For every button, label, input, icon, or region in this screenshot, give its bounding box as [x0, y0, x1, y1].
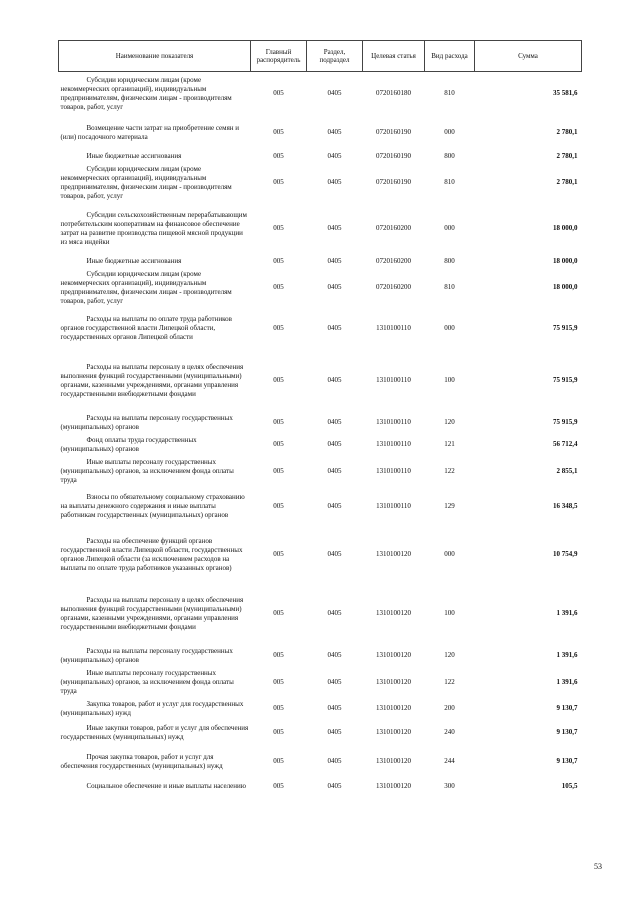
table-row — [59, 434, 582, 456]
cell-target: 1310100110 — [376, 418, 411, 426]
cell-target: 0720160200 — [376, 224, 411, 232]
table-body — [59, 72, 582, 796]
cell-name: Иные бюджетные ассигнования — [86, 151, 182, 160]
cell-section: 0405 — [327, 283, 342, 291]
cell-target: 1310100110 — [376, 440, 411, 448]
cell-admin: 005 — [273, 502, 284, 510]
cell-expense: 300 — [444, 782, 455, 790]
cell-expense: 810 — [444, 89, 455, 98]
cell-admin: 005 — [273, 609, 284, 617]
table-row — [59, 746, 582, 778]
cell-admin: 005 — [273, 256, 284, 265]
cell-name: Расходы на выплаты по оплате труда работников органов государственной власти Липецкой области, государственных органов Липецкой области — [60, 315, 232, 341]
cell-admin: 005 — [273, 677, 284, 686]
table-row — [59, 72, 582, 116]
header-expense: Вид расхода — [425, 41, 475, 72]
cell-sum: 105,5 — [561, 782, 578, 790]
cell-sum: 75 915,9 — [553, 376, 578, 384]
cell-sum: 2 780,1 — [556, 128, 578, 136]
table-row — [59, 163, 582, 203]
cell-target: 1310100110 — [376, 502, 411, 510]
page-number: 53 — [594, 862, 602, 871]
cell-name: Возмещение части затрат на приобретение семян и (или) посадочного материала — [60, 123, 240, 141]
cell-target: 1310100110 — [376, 466, 411, 475]
cell-expense: 000 — [444, 128, 455, 136]
cell-sum: 35 581,6 — [553, 89, 578, 98]
table-row — [59, 487, 582, 527]
cell-expense: 810 — [444, 283, 455, 291]
table-row — [59, 308, 582, 350]
cell-target: 0720160190 — [376, 128, 411, 136]
cell-sum: 75 915,9 — [553, 418, 578, 426]
cell-section: 0405 — [327, 324, 342, 332]
cell-sum: 1 391,6 — [556, 651, 578, 659]
table-row — [59, 778, 582, 796]
cell-name: Иные выплаты персоналу государственных (муниципальных) органов, за исключением фонда оплаты труда — [60, 457, 234, 484]
cell-name: Социальное обеспечение и иные выплаты населению — [86, 782, 246, 790]
cell-expense: 122 — [444, 677, 455, 686]
cell-section: 0405 — [327, 418, 342, 426]
cell-section: 0405 — [327, 550, 342, 558]
table-row — [59, 583, 582, 645]
cell-sum: 9 130,7 — [556, 728, 578, 736]
cell-name: Фонд оплаты труда государственных (муниципальных) органов — [60, 435, 197, 453]
cell-section: 0405 — [327, 224, 342, 232]
cell-name: Прочая закупка товаров, работ и услуг для обеспечения государственных (муниципальных) нужд — [60, 752, 223, 770]
cell-section: 0405 — [327, 502, 342, 510]
cell-sum: 9 130,7 — [556, 757, 578, 765]
cell-admin: 005 — [273, 466, 284, 475]
cell-expense: 129 — [444, 502, 455, 510]
cell-target: 1310100110 — [376, 324, 411, 332]
table-row — [59, 255, 582, 268]
cell-expense: 122 — [444, 466, 455, 475]
cell-target: 1310100110 — [376, 376, 411, 384]
cell-sum: 1 391,6 — [556, 609, 578, 617]
cell-sum: 18 000,0 — [553, 283, 578, 291]
table-header-row — [59, 41, 582, 72]
cell-expense: 000 — [444, 324, 455, 332]
cell-section: 0405 — [327, 651, 342, 659]
table-row — [59, 456, 582, 487]
cell-name: Субсидии сельскохозяйственным перерабатывающим потребительским кооперативам на финансовое обеспечение затрат на развитие производства пищевой мясной продукции из мяса индейки — [60, 210, 247, 246]
cell-admin: 005 — [273, 128, 284, 136]
cell-section: 0405 — [327, 782, 342, 790]
cell-sum: 75 915,9 — [553, 324, 578, 332]
cell-target: 1310100120 — [376, 782, 411, 790]
cell-sum: 2 780,1 — [556, 178, 578, 186]
header-target: Целевая статья — [363, 41, 425, 72]
header-sum: Сумма — [475, 41, 582, 72]
cell-name: Расходы на выплаты персоналу государственных (муниципальных) органов — [60, 413, 233, 431]
cell-admin: 005 — [273, 178, 284, 186]
cell-admin: 005 — [273, 651, 284, 659]
table-row — [59, 150, 582, 163]
cell-name: Закупка товаров, работ и услуг для государственных (муниципальных) нужд — [60, 699, 244, 717]
table-row — [59, 698, 582, 720]
cell-admin: 005 — [273, 782, 284, 790]
cell-name: Взносы по обязательному социальному страхованию на выплаты денежного содержания и иные выплаты работникам государственных (муниципальных) органов — [60, 493, 245, 519]
cell-target: 1310100120 — [376, 677, 411, 686]
cell-section: 0405 — [327, 151, 342, 160]
header-section: Раздел, подраздел — [307, 41, 363, 72]
cell-name: Субсидии юридическим лицам (кроме некоммерческих организаций), индивидуальным предпринимателям, физическим лицам - производителям товаров, работ, услуг — [60, 75, 232, 111]
cell-sum: 18 000,0 — [553, 256, 578, 265]
table-row — [59, 412, 582, 434]
header-name: Наименование показателя — [59, 41, 251, 72]
cell-section: 0405 — [327, 609, 342, 617]
cell-name: Расходы на выплаты персоналу в целях обеспечения выполнения функций государственными (муниципальными) органами, казенными учреждениями, органами управления государственными внебюджетными фондами — [60, 595, 244, 631]
cell-name: Расходы на обеспечение функций органов государственной власти Липецкой области, государственных органов Липецкой области (за исключением расходов на выплаты по оплате труда работников указанных органов) — [60, 536, 243, 572]
table-row — [59, 527, 582, 583]
cell-target: 0720160190 — [376, 178, 411, 186]
cell-target: 1310100120 — [376, 609, 411, 617]
cell-expense: 120 — [444, 651, 455, 659]
cell-expense: 100 — [444, 376, 455, 384]
cell-section: 0405 — [327, 128, 342, 136]
cell-name: Иные закупки товаров, работ и услуг для обеспечения государственных (муниципальных) нужд — [60, 723, 249, 741]
cell-expense: 810 — [444, 178, 455, 186]
cell-expense: 120 — [444, 418, 455, 426]
cell-sum: 9 130,7 — [556, 704, 578, 712]
table-row — [59, 203, 582, 255]
table-row — [59, 645, 582, 667]
cell-admin: 005 — [273, 550, 284, 558]
cell-name: Иные выплаты персоналу государственных (муниципальных) органов, за исключением фонда оплаты труда — [60, 668, 234, 695]
table-row — [59, 350, 582, 412]
cell-name: Расходы на выплаты персоналу в целях обеспечения выполнения функций государственными (муниципальными) органами, казенными учреждениями, органами управления государственными внебюджетными фондами — [60, 362, 244, 398]
cell-admin: 005 — [273, 89, 284, 98]
cell-target: 1310100120 — [376, 704, 411, 712]
cell-section: 0405 — [327, 178, 342, 186]
cell-section: 0405 — [327, 704, 342, 712]
cell-admin: 005 — [273, 757, 284, 765]
table-row — [59, 116, 582, 150]
cell-expense: 100 — [444, 609, 455, 617]
cell-admin: 005 — [273, 440, 284, 448]
header-admin: Главный распорядитель — [251, 41, 307, 72]
cell-sum: 1 391,6 — [556, 677, 578, 686]
cell-admin: 005 — [273, 704, 284, 712]
cell-target: 0720160190 — [376, 151, 411, 160]
cell-target: 0720160200 — [376, 283, 411, 291]
cell-section: 0405 — [327, 376, 342, 384]
cell-sum: 18 000,0 — [553, 224, 578, 232]
cell-admin: 005 — [273, 151, 284, 160]
cell-admin: 005 — [273, 376, 284, 384]
budget-table — [58, 40, 582, 796]
cell-name: Субсидии юридическим лицам (кроме некоммерческих организаций), индивидуальным предпринимателям, физическим лицам - производителям товаров, работ, услуг — [60, 269, 232, 305]
cell-sum: 2 855,1 — [556, 466, 578, 475]
cell-admin: 005 — [273, 728, 284, 736]
cell-expense: 800 — [444, 151, 455, 160]
cell-target: 1310100120 — [376, 550, 411, 558]
cell-target: 1310100120 — [376, 728, 411, 736]
table-row — [59, 720, 582, 746]
cell-admin: 005 — [273, 224, 284, 232]
cell-section: 0405 — [327, 757, 342, 765]
cell-target: 1310100120 — [376, 757, 411, 765]
cell-section: 0405 — [327, 440, 342, 448]
cell-sum: 10 754,9 — [553, 550, 578, 558]
cell-admin: 005 — [273, 418, 284, 426]
cell-admin: 005 — [273, 324, 284, 332]
cell-admin: 005 — [273, 283, 284, 291]
cell-section: 0405 — [327, 89, 342, 98]
cell-expense: 240 — [444, 728, 455, 736]
cell-name: Расходы на выплаты персоналу государственных (муниципальных) органов — [60, 646, 233, 664]
cell-section: 0405 — [327, 256, 342, 265]
cell-expense: 000 — [444, 550, 455, 558]
cell-name: Иные бюджетные ассигнования — [86, 256, 182, 265]
cell-name: Субсидии юридическим лицам (кроме некоммерческих организаций), индивидуальным предпринимателям, физическим лицам - производителям товаров, работ, услуг — [60, 164, 232, 200]
cell-section: 0405 — [327, 728, 342, 736]
cell-target: 0720160200 — [376, 256, 411, 265]
cell-sum: 56 712,4 — [553, 440, 578, 448]
cell-expense: 244 — [444, 757, 455, 765]
cell-sum: 16 348,5 — [553, 502, 578, 510]
cell-section: 0405 — [327, 466, 342, 475]
cell-expense: 800 — [444, 256, 455, 265]
cell-sum: 2 780,1 — [556, 151, 578, 160]
table-row — [59, 667, 582, 698]
table-row — [59, 268, 582, 308]
cell-section: 0405 — [327, 677, 342, 686]
cell-expense: 200 — [444, 704, 455, 712]
cell-expense: 121 — [444, 440, 455, 448]
cell-expense: 000 — [444, 224, 455, 232]
cell-target: 0720160180 — [376, 89, 411, 98]
cell-target: 1310100120 — [376, 651, 411, 659]
